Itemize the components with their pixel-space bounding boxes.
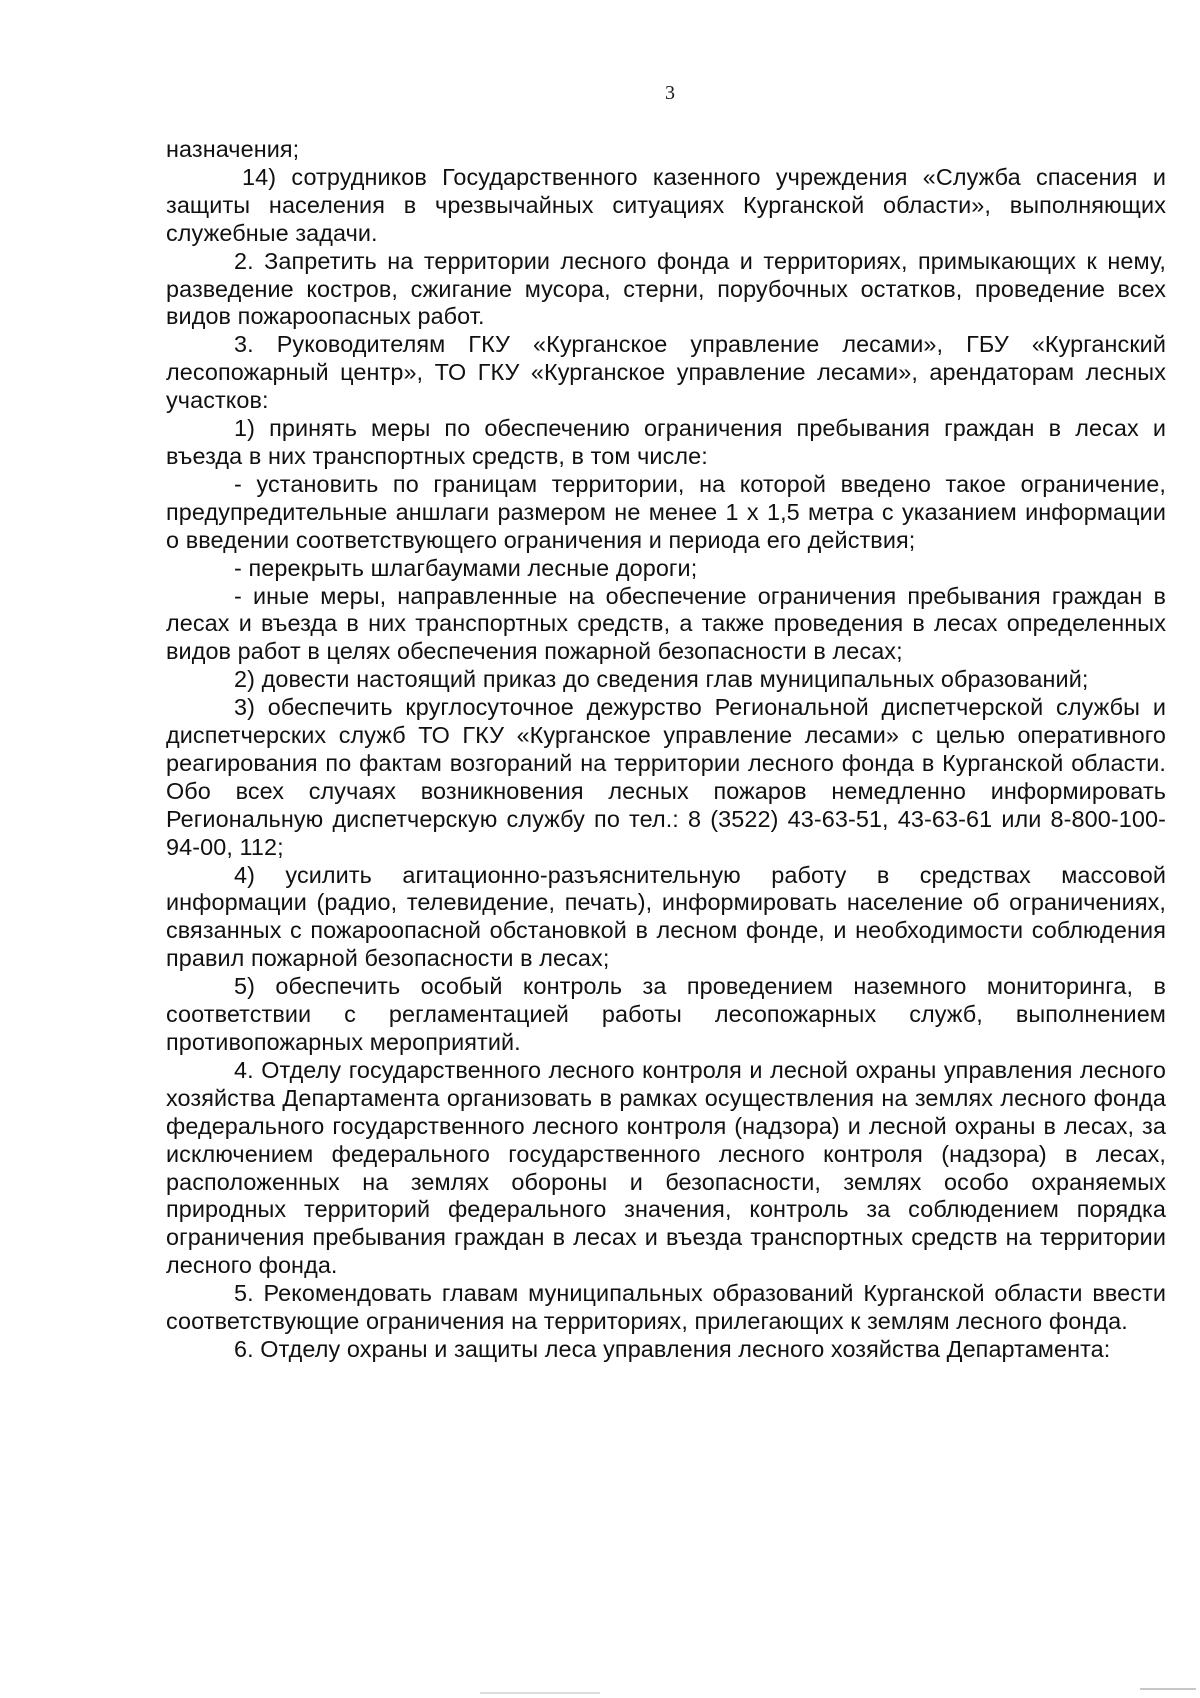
page-number: 3 <box>665 82 675 104</box>
paragraph-subitem-4: 4) усилить агитационно-разъяснительную работу в средствах массовой информации (радио, телевидение, печать), информировать население об ограничениях, связанных с пожароопасной обстановкой в лесном фонде, и необходимости соблюдения правил пожарной безопасности в лесах; <box>166 861 1166 972</box>
paragraph-bullet-other-measures: - иные меры, направленные на обеспечение ограничения пребывания граждан в лесах и въезда в них транспортных средств, а также проведения в лесах определенных видов работ в целях обеспечения пожарной безопасности в лесах; <box>166 582 1166 665</box>
paragraph-bullet-signs: - установить по границам территории, на которой введено такое ограничение, предупредительные аншлаги размером не менее 1 х 1,5 метра с указанием информации о введении соответствующего ограничения и периода его действия; <box>166 470 1166 553</box>
paragraph-continuation: назначения; <box>166 136 300 162</box>
paragraph-section-5: 5. Рекомендовать главам муниципальных образований Курганской области ввести соответствующие ограничения на территориях, прилегающих к землям лесного фонда. <box>166 1280 1166 1335</box>
paragraph-item-14: 14) сотрудников Государственного казенного учреждения «Служба спасения и защиты населения в чрезвычайных ситуациях Курганской области», выполняющих служебные задачи. <box>166 163 1166 246</box>
paragraph-subitem-1: 1) принять меры по обеспечению ограничения пребывания граждан в лесах и въезда в них транспортных средств, в том числе: <box>166 415 1166 469</box>
paragraph-section-4: 4. Отделу государственного лесного контроля и лесной охраны управления лесного хозяйства Департамента организовать в рамках осуществления на землях лесного фонда федерального государственного лесного контроля (надзора) и лесной охраны в лесах, за исключением федерального государственного лесного контроля (надзора) в лесах, расположенных на землях обороны и безопасности, землях особо охраняемых природных территорий федерального значения, контроль за соблюдением порядка ограничения пребывания граждан в лесах и въезда транспортных средств на территории лесного фонда. <box>166 1056 1166 1279</box>
paragraph-section-2: 2. Запретить на территории лесного фонда и территориях, примыкающих к нему, разведение костров, сжигание мусора, стерни, порубочных остатков, проведение всех видов пожароопасных работ. <box>166 247 1166 330</box>
paragraph-subitem-3: 3) обеспечить круглосуточное дежурство Региональной диспетчерской службы и диспетчерских служб ТО ГКУ «Курганское управление лесами» с целью оперативного реагирования по фактам возгораний на территории лесного фонда в Курганской области. Обо всех случаях возникновения лесных пожаров немедленно информировать Региональную диспетчерскую службу по тел.: 8 (3522) 43-63-51, 43-63-61 или 8-800-100-94-00, 112; <box>166 694 1166 860</box>
paragraph-subitem-2: 2) довести настоящий приказ до сведения глав муниципальных образований; <box>234 666 1089 693</box>
scan-artifact <box>480 1692 600 1694</box>
paragraph-bullet-barriers: - перекрыть шлагбаумами лесные дороги; <box>234 554 698 581</box>
scan-artifact <box>1140 1688 1196 1690</box>
paragraph-section-6: 6. Отделу охраны и защиты леса управления лесного хозяйства Департамента: <box>234 1335 1111 1362</box>
paragraph-section-3: 3. Руководителям ГКУ «Курганское управление лесами», ГБУ «Курганский лесопожарный центр», ТО ГКУ «Курганское управление лесами», арендаторам лесных участков: <box>166 331 1166 414</box>
paragraph-subitem-5: 5) обеспечить особый контроль за проведением наземного мониторинга, в соответствии с регламентацией работы лесопожарных служб, выполнением противопожарных мероприятий. <box>166 973 1166 1055</box>
document-body <box>166 136 1166 1364</box>
